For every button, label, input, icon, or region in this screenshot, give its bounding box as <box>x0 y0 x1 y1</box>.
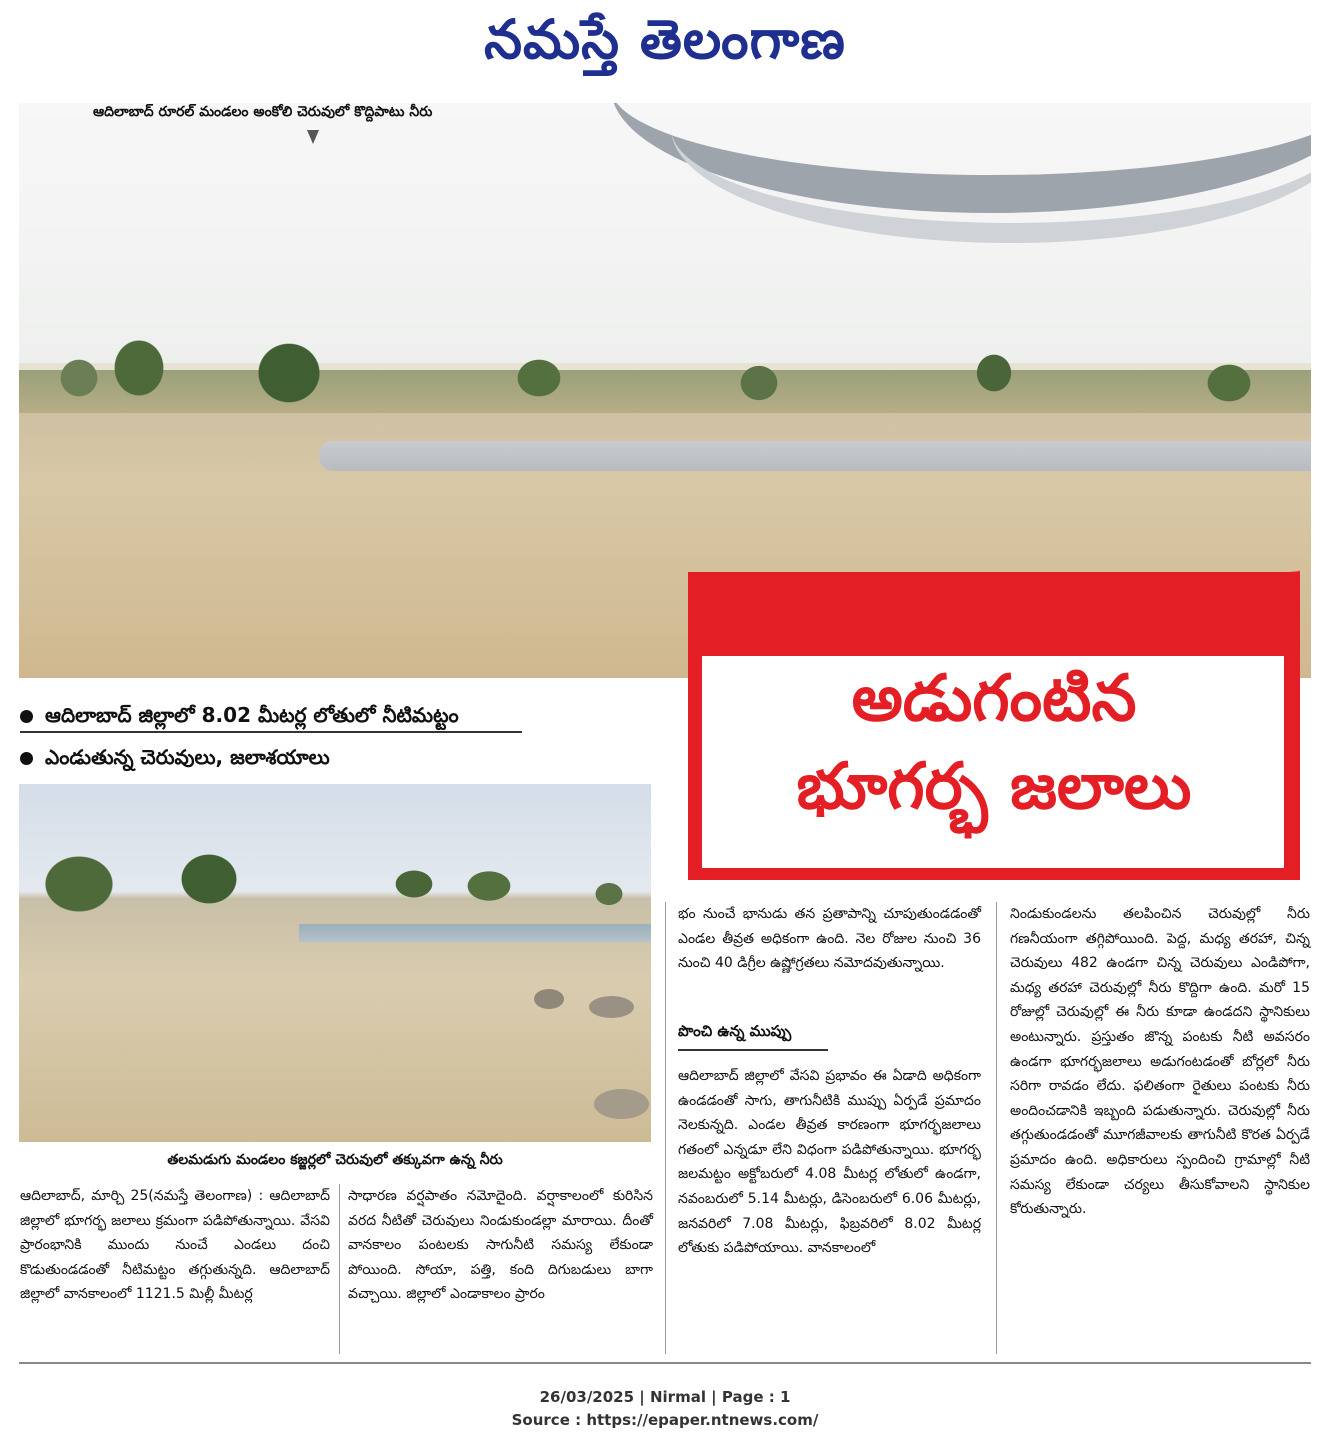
photo-rock <box>589 996 634 1018</box>
column-divider <box>996 902 997 1354</box>
photo-treeline <box>19 844 651 924</box>
article-column-2 <box>348 1184 653 1307</box>
article-paragraph: సాధారణ వర్షపాతం నమోదైంది. వర్షాకాలంలో కురిసిన వరద నీటితో చెరువులు నిండుకుండల్లా మారాయి. దీంతో వానకాలం పంటలకు సాగునీటి సమస్య లేకుండా పోయింది. సోయా, పత్తి, కంది దిగుబడులు బాగా వచ్చాయి. జిల్లాలో ఎండాకాలం ప్రారం <box>348 1188 653 1303</box>
headline-line-2: భూగర్భ జలాలు <box>796 750 1192 824</box>
article-paragraph: భం నుంచే భానుడు తన ప్రతాపాన్ని చూపుతుండడంతో ఎండల తీవ్రత అధికంగా ఉంది. నెల రోజుల నుంచి 36 నుంచి 40 డిగ్రీల ఉష్ణోగ్రతలు నమోదవుతున్నాయి. <box>678 906 981 972</box>
article-column-3-continued <box>678 1064 981 1261</box>
footer-divider <box>19 1362 1311 1364</box>
masthead-title: నమస్తే తెలంగాణ <box>484 8 846 71</box>
article-column-1 <box>20 1184 330 1307</box>
headline-box <box>688 572 1300 880</box>
column-divider <box>339 1184 340 1354</box>
bullet-dot-icon <box>20 710 33 723</box>
subheading-underline <box>678 1049 828 1051</box>
photo-middle-caption: తలమడుగు మండలం కజ్జర్లలో చెరువులో తక్కువగా ఉన్న నీరు <box>167 1152 503 1168</box>
bullet-point-1 <box>20 703 459 732</box>
photo-top-caption: ఆదిలాబాద్ రూరల్ మండలం అంకోలి చెరువులో కొద్దిపాటు నీరు <box>93 104 433 120</box>
bullet-point-2 <box>20 745 330 774</box>
bullet-text: ఎండుతున్న చెరువులు, జలాశయాలు <box>45 745 330 769</box>
article-column-3 <box>678 902 981 976</box>
bullet-text: ఆదిలాబాద్ జిల్లాలో 8.02 మీటర్ల లోతులో నీటిమట్టం <box>45 703 459 727</box>
caption-arrow-icon <box>307 130 319 144</box>
photo-rock <box>534 989 564 1009</box>
footer-source-link[interactable]: Source : https://epaper.ntnews.com/ <box>511 1411 819 1429</box>
article-paragraph: ఆదిలాబాద్, మార్చి 25(నమస్తే తెలంగాణ) : ఆదిలాబాద్ జిల్లాలో భూగర్భ జలాలు క్రమంగా పడిపోతున్నాయి. వేసవి ప్రారంభానికి ముందు నుంచే ఎండలు దంచి కొడుతుండడంతో నీటిమట్టం తగ్గుతున్నది. ఆదిలాబాద్ జిల్లాలో వానకాలంలో 1121.5 మిల్లీ మీటర్ల <box>20 1188 330 1303</box>
photo-water <box>299 924 651 942</box>
lake-photo-middle <box>19 784 651 1142</box>
headline-line-1: అడుగంటిన <box>851 662 1137 736</box>
photo-rock <box>594 1089 649 1119</box>
column-divider <box>665 902 666 1354</box>
article-column-4 <box>1010 902 1310 1222</box>
photo-treeline <box>19 318 1311 413</box>
photo-water <box>319 441 1311 471</box>
article-paragraph: నిండుకుండలను తలపించిన చెరువుల్లో నీరు గణనీయంగా తగ్గిపోయింది. పెద్ద, మధ్య తరహా, చిన్న చెరువులు 482 ఉండగా చిన్న చెరువులు ఎండిపోగా, మధ్య తరహా చెరువుల్లో నీరు కొద్దిగా ఉంది. మరో 15 రోజుల్లో చెరువుల్లో ఈ నీరు కూడా ఉండదని స్థానికులు అంటున్నారు. ప్రస్తుతం జొన్న పంటకు నీటి అవసరం ఉండగా భూగర్భజలాలు అడుగంటడంతో బోర్లలో నీరు సరిగా రావడం లేదు. ఫలితంగా రైతులు పంటకు నీరు అందించడానికి ఇబ్బంది పడుతున్నారు. చెరువుల్లో నీరు తగ్గుతుండడంతో మూగజీవాలకు తాగునీటి కొరత ఏర్పడే ప్రమాదం ఉంది. అధికారులు స్పందించి గ్రామాల్లో నీటి సమస్య లేకుండా చర్యలు తీసుకోవాలని స్థానికుల కోరుతున్నారు. <box>1010 906 1310 1218</box>
footer-edition-info: 26/03/2025 | Nirmal | Page : 1 <box>539 1388 791 1406</box>
article-subheading: పొంచి ఉన్న ముప్పు <box>678 1022 792 1040</box>
article-paragraph: ఆదిలాబాద్ జిల్లాలో వేసవి ప్రభావం ఈ ఏడాది అధికంగా ఉండడంతో సాగు, తాగునీటికి ముప్పు ఏర్పడే ప్రమాదం నెలకున్నది. ఎండల తీవ్రత కారణంగా భూగర్భజలాలు గతంలో ఎన్నడూ లేని విధంగా పడిపోతున్నాయి. భూగర్భ జలమట్టం అక్టోబరులో 4.08 మీటర్ల లోతులో ఉండగా, నవంబరులో 5.14 మీటర్లు, డిసెంబరులో 6.06 మీటర్లు, జనవరిలో 7.08 మీటర్లు, ఫిబ్రవరిలో 8.02 మీటర్ల లోతుకు పడిపోయాయి. వానకాలంలో <box>678 1068 981 1257</box>
bullet-dot-icon <box>20 752 33 765</box>
bullet-divider <box>20 731 522 733</box>
